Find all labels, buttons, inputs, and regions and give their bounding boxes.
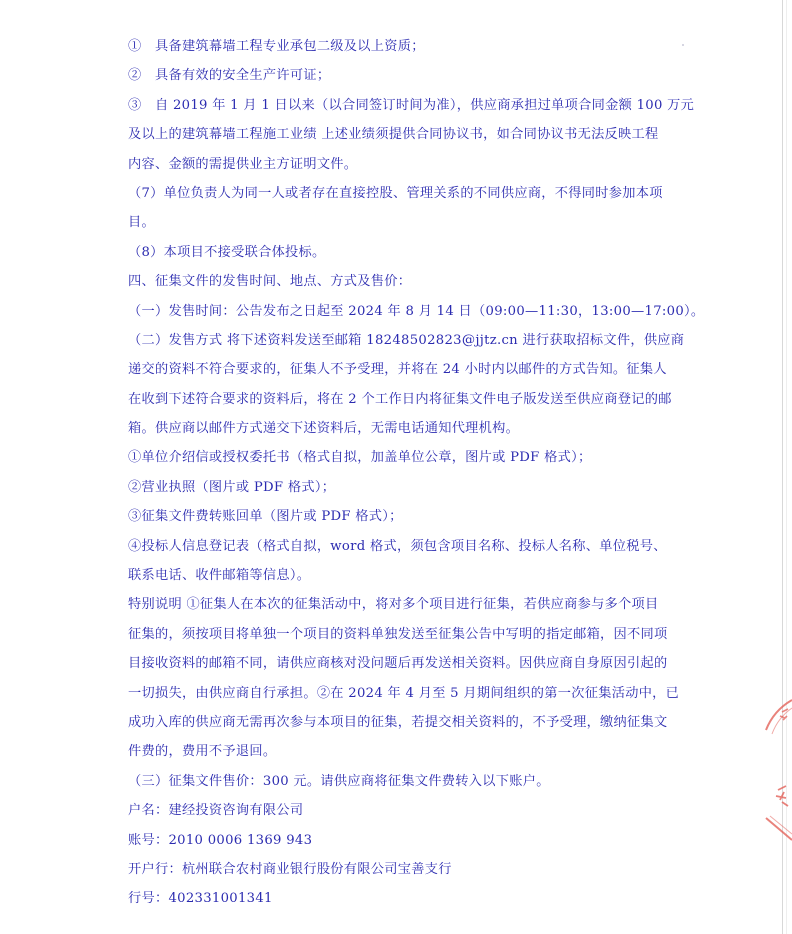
sale-price: （三）征集文件售价：300 元。请供应商将征集文件费转入以下账户。 — [128, 773, 550, 789]
section-heading-4: 四、征集文件的发售时间、地点、方式及售价： — [128, 274, 412, 290]
special-note-cont: 成功入库的供应商无需再次参与本项目的征集，若提交相关资料的，不予受理，缴纳征集文 — [128, 714, 668, 730]
material-item-2: ②营业执照（图片或 PDF 格式）； — [128, 479, 336, 495]
special-note: 特别说明 ①征集人在本次的征集活动中，将对多个项目进行征集，若供应商参与多个项目 — [128, 597, 659, 613]
requirement-7: （7）单位负责人为同一人或者存在直接控股、管理关系的不同供应商，不得同时参加本项 — [128, 185, 663, 201]
scan-speck — [682, 44, 684, 46]
sale-time: （一）发售时间：公告发布之日起至 2024 年 8 月 14 日（09:00—11:30，13:00—17:00）。 — [128, 303, 705, 319]
material-item-3: ③征集文件费转账回单（图片或 PDF 格式）； — [128, 509, 403, 525]
requirement-8: （8）本项目不接受联合体投标。 — [128, 244, 326, 260]
qualification-item-2: ② 具备有效的安全生产许可证； — [128, 68, 331, 84]
material-item-1: ①单位介绍信或授权委托书（格式自拟，加盖单位公章，图片或 PDF 格式）； — [128, 450, 592, 466]
special-note-cont: 一切损失，由供应商自行承担。②在 2024 年 4 月至 5 月期间组织的第一次征集活动中，已 — [128, 685, 680, 701]
requirement-7-cont: 目。 — [128, 215, 155, 231]
material-item-4-cont: 联系电话、收件邮箱等信息）。 — [128, 568, 311, 584]
qualification-item-3-cont: 及以上的建筑幕墙工程施工业绩 上述业绩须提供合同协议书，如合同协议书无法反映工程 — [128, 127, 659, 143]
account-name: 户名：建经投资咨询有限公司 — [128, 803, 304, 819]
sale-method-cont: 箱。供应商以邮件方式递交下述资料后，无需电话通知代理机构。 — [128, 421, 520, 437]
qualification-item-3: ③ 自 2019 年 1 月 1 日以来（以合同签订时间为准），供应商承担过单项合同金额 100 万元 — [128, 97, 695, 113]
special-note-cont: 征集的，须按项目将单独一个项目的资料单独发送至征集公告中写明的指定邮箱，因不同项 — [128, 626, 668, 642]
seal-stamp-icon — [752, 690, 792, 850]
qualification-item-1: ① 具备建筑幕墙工程专业承包二级及以上资质； — [128, 39, 425, 54]
sale-method-cont: 递交的资料不符合要求的，征集人不予受理，并将在 24 小时内以邮件的方式告知。征集人 — [128, 362, 667, 378]
special-note-cont: 目接收资料的邮箱不同，请供应商核对没问题后再发送相关资料。因供应商自身原因引起的 — [128, 656, 668, 672]
special-note-cont: 件费的，费用不予退回。 — [128, 744, 277, 760]
sale-method: （二）发售方式 将下述资料发送至邮箱 18248502823@jjtz.cn 进行获取招标文件，供应商 — [128, 332, 685, 348]
account-number: 账号：2010 0006 1369 943 — [128, 832, 313, 848]
material-item-4: ④投标人信息登记表（格式自拟，word 格式，须包含项目名称、投标人名称、单位税号、 — [128, 538, 667, 554]
bank-code: 行号：402331001341 — [128, 891, 273, 907]
sale-method-cont: 在收到下述符合要求的资料后，将在 2 个工作日内将征集文件电子版发送至供应商登记的邮 — [128, 391, 672, 407]
seal-fragment — [752, 690, 792, 850]
document-body — [128, 32, 705, 914]
bank-name: 开户行：杭州联合农村商业银行股份有限公司宝善支行 — [128, 861, 452, 877]
qualification-item-3-cont: 内容、金额的需提供业主方证明文件。 — [128, 156, 358, 172]
